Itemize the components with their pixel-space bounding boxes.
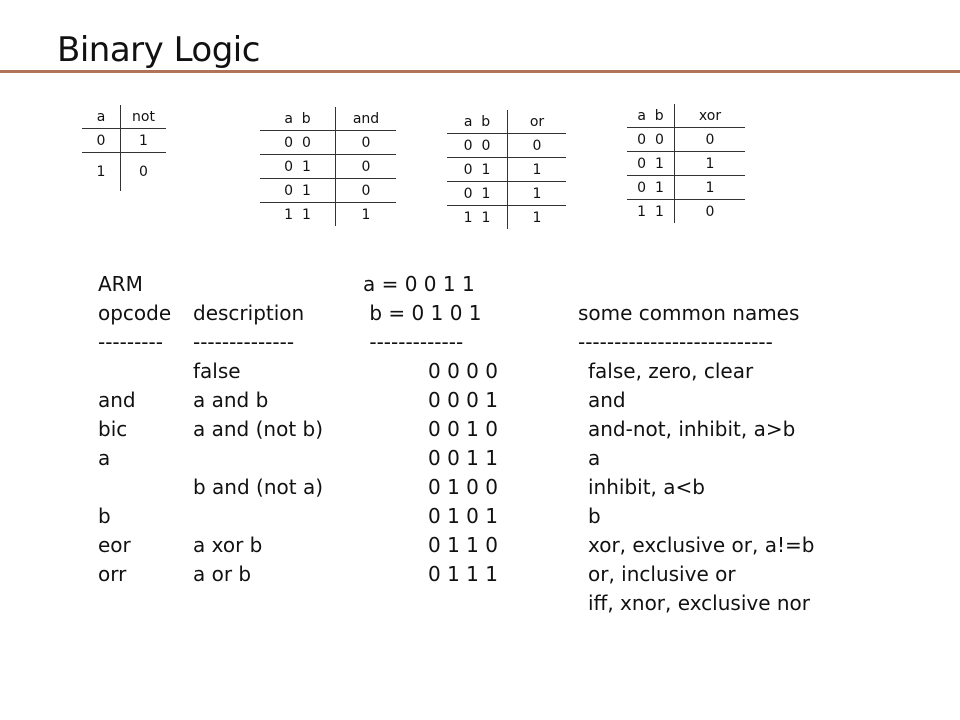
- table-row: [447, 182, 566, 206]
- column-header: xor: [675, 104, 746, 128]
- common-names: inhibit, a<b: [588, 475, 705, 499]
- table-header-row: [627, 104, 745, 128]
- table-cell: 1 1: [637, 203, 664, 220]
- table-cell: 1: [96, 164, 106, 180]
- column-header: and: [336, 107, 397, 131]
- common-names: a: [588, 446, 601, 470]
- opcode: eor: [98, 533, 131, 557]
- not-truth-table: [82, 105, 166, 191]
- table-cell: 1: [336, 203, 397, 227]
- opcode: and: [98, 388, 136, 412]
- result-bits: 0 0 0 1: [428, 388, 498, 412]
- description-dashes: --------------: [193, 330, 295, 354]
- result-bits: 0 0 0 0: [428, 359, 498, 383]
- table-cell: 0: [82, 129, 121, 153]
- table-cell: 1: [508, 182, 567, 206]
- description: a or b: [193, 562, 252, 586]
- table-row: [82, 129, 166, 153]
- operand-a-definition: a = 0 0 1 1: [363, 272, 475, 296]
- result-bits: 0 0 1 0: [428, 417, 498, 441]
- table-row: [447, 206, 566, 230]
- result-bits: 0 0 1 1: [428, 446, 498, 470]
- result-bits: 0 1 1 0: [428, 533, 498, 557]
- table-cell: 0 0: [447, 134, 508, 158]
- value-dashes: -------------: [363, 330, 464, 354]
- column-header: or: [508, 110, 567, 134]
- table-row: [447, 158, 566, 182]
- table-row: [627, 152, 745, 176]
- result-bits: 0 1 1 1: [428, 562, 498, 586]
- common-names: iff, xnor, exclusive nor: [588, 591, 811, 615]
- table-row: [627, 128, 745, 152]
- opcode: orr: [98, 562, 127, 586]
- table-row: [447, 134, 566, 158]
- table-header-row: [447, 110, 566, 134]
- result-bits: 0 1 0 0: [428, 475, 498, 499]
- table-row: [260, 155, 396, 179]
- common-names: xor, exclusive or, a!=b: [588, 533, 815, 557]
- opcode: a: [98, 446, 111, 470]
- names-dashes: ---------------------------: [578, 330, 773, 354]
- common-names: and: [588, 388, 626, 412]
- table-row: [260, 131, 396, 155]
- column-header: a b: [627, 104, 675, 128]
- table-cell: 1: [508, 158, 567, 182]
- description: false: [193, 359, 241, 383]
- opcode-dashes: ---------: [98, 330, 163, 354]
- table-cell: 0 0: [260, 131, 336, 155]
- slide-title: Binary Logic: [57, 30, 260, 70]
- table-cell: 0: [675, 128, 746, 152]
- description: b and (not a): [193, 475, 324, 499]
- column-header: a: [82, 105, 121, 129]
- table-cell: 0 1: [447, 182, 508, 206]
- common-names: false, zero, clear: [588, 359, 754, 383]
- table-cell: 0: [336, 131, 397, 155]
- table-cell: 1: [675, 176, 746, 200]
- table-cell: 0 0: [627, 128, 675, 152]
- column-header: a b: [260, 107, 336, 131]
- table-cell: 0: [508, 134, 567, 158]
- table-cell: 0: [336, 179, 397, 203]
- common-names: and-not, inhibit, a>b: [588, 417, 796, 441]
- table-row: [82, 153, 166, 192]
- table-cell: 0: [675, 200, 746, 224]
- table-cell: 1: [121, 129, 167, 153]
- opcode: b: [98, 504, 111, 528]
- description-column-header: description: [193, 301, 305, 325]
- or-truth-table: [447, 110, 566, 229]
- description: a and (not b): [193, 417, 324, 441]
- table-row: [260, 203, 396, 227]
- table-cell: 0 1: [447, 158, 508, 182]
- table-cell: 0: [121, 153, 167, 192]
- common-names-column-header: some common names: [578, 301, 800, 325]
- table-cell: 0 1: [260, 155, 336, 179]
- common-names: b: [588, 504, 601, 528]
- arm-label: ARM: [98, 272, 143, 296]
- common-names: or, inclusive or: [588, 562, 736, 586]
- title-divider: [0, 70, 960, 73]
- description: a and b: [193, 388, 269, 412]
- table-row: [260, 179, 396, 203]
- xor-truth-table: [627, 104, 745, 223]
- table-cell: 0: [336, 155, 397, 179]
- column-header: not: [121, 105, 167, 129]
- and-truth-table: [260, 107, 396, 226]
- opcode: bic: [98, 417, 128, 441]
- table-cell: 0 1: [627, 176, 675, 200]
- table-header-row: [260, 107, 396, 131]
- table-cell: 1 1: [463, 209, 491, 226]
- table-cell: 0 1: [627, 152, 675, 176]
- table-cell: 1: [508, 206, 567, 230]
- result-bits: 0 1 0 1: [428, 504, 498, 528]
- column-header: a b: [447, 110, 508, 134]
- table-row: [627, 176, 745, 200]
- table-row: [627, 200, 745, 224]
- table-header-row: [82, 105, 166, 129]
- opcode-column-header: opcode: [98, 301, 172, 325]
- operand-b-definition: b = 0 1 0 1: [363, 301, 482, 325]
- table-cell: 0 1: [260, 179, 336, 203]
- table-cell: 1: [675, 152, 746, 176]
- description: a xor b: [193, 533, 263, 557]
- table-cell: 1 1: [284, 206, 311, 223]
